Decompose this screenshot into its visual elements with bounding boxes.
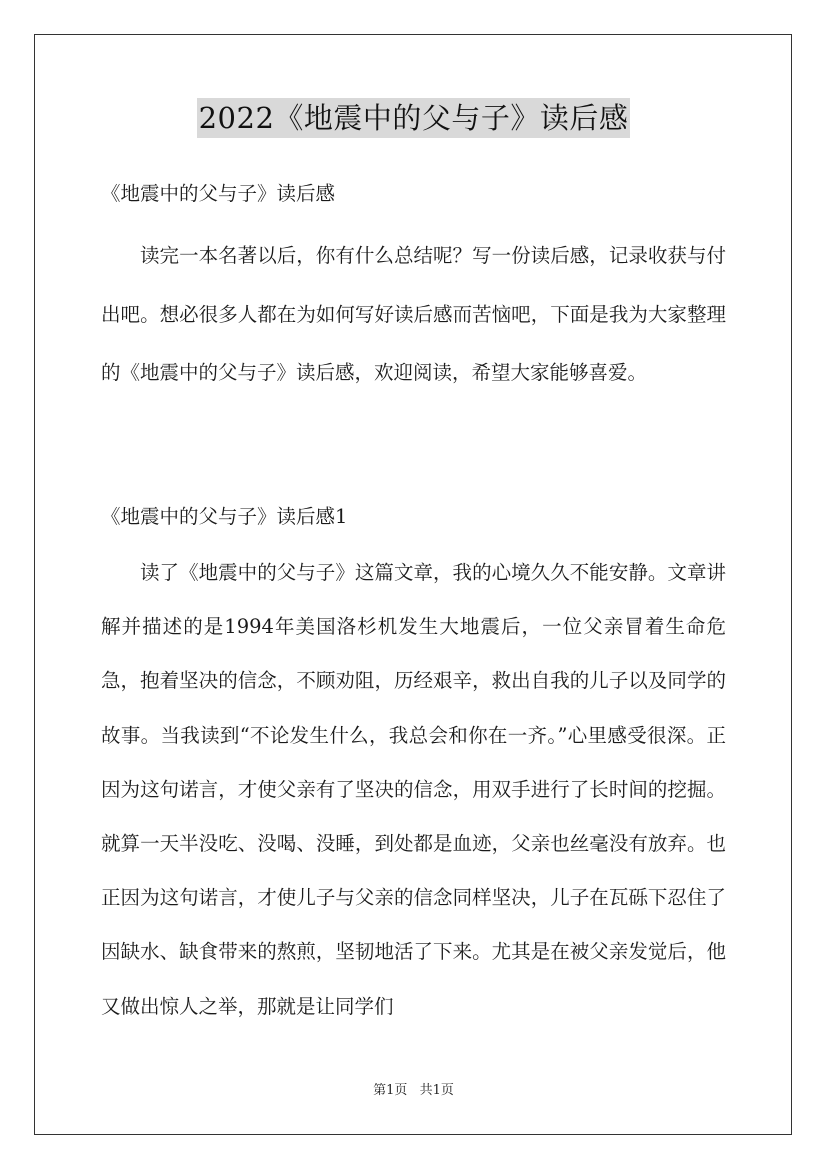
page-total: 共1页 — [419, 1083, 454, 1098]
page-number: 第1页 — [373, 1083, 408, 1098]
section-paragraph: 读了《地震中的父与子》这篇文章，我的心境久久不能安静。文章讲解并描述的是1994年美国洛杉机发生大地震后，一位父亲冒着生命危急，抱着坚决的信念，不顾劝阻，历经艰辛，救出自我的儿子以及同学的故事。当我读到“不论发生什么，我总会和你在一齐。”心里感受很深。正因为这句诺言，才使父亲有了坚决的信念，用双手进行了长时间的挖掘。就算一天半没吃、没喝、没睡，到处都是血迹，父亲也丝毫没有放弃。也正因为这句诺言，才使儿子与父亲的信念同样坚决，儿子在瓦砾下忍住了因缺水、缺食带来的熬煎，坚韧地活了下来。尤其是在被父亲发觉后，他又做出惊人之举，那就是让同学们 — [101, 561, 726, 1018]
document-subtitle: 《地震中的父与子》读后感 — [101, 182, 336, 205]
page-footer — [0, 1081, 827, 1101]
intro-paragraph: 读完一本名著以后，你有什么总结呢？写一份读后感，记录收获与付出吧。想必很多人都在为如何写好读后感而苦恼吧，下面是我为大家整理的《地震中的父与子》读后感，欢迎阅读，希望大家能够喜爱。 — [101, 244, 726, 384]
document-title: 2022《地震中的父与子》读后感 — [197, 98, 631, 138]
title-container — [0, 98, 827, 138]
section-heading: 《地震中的父与子》读后感1 — [101, 505, 348, 528]
